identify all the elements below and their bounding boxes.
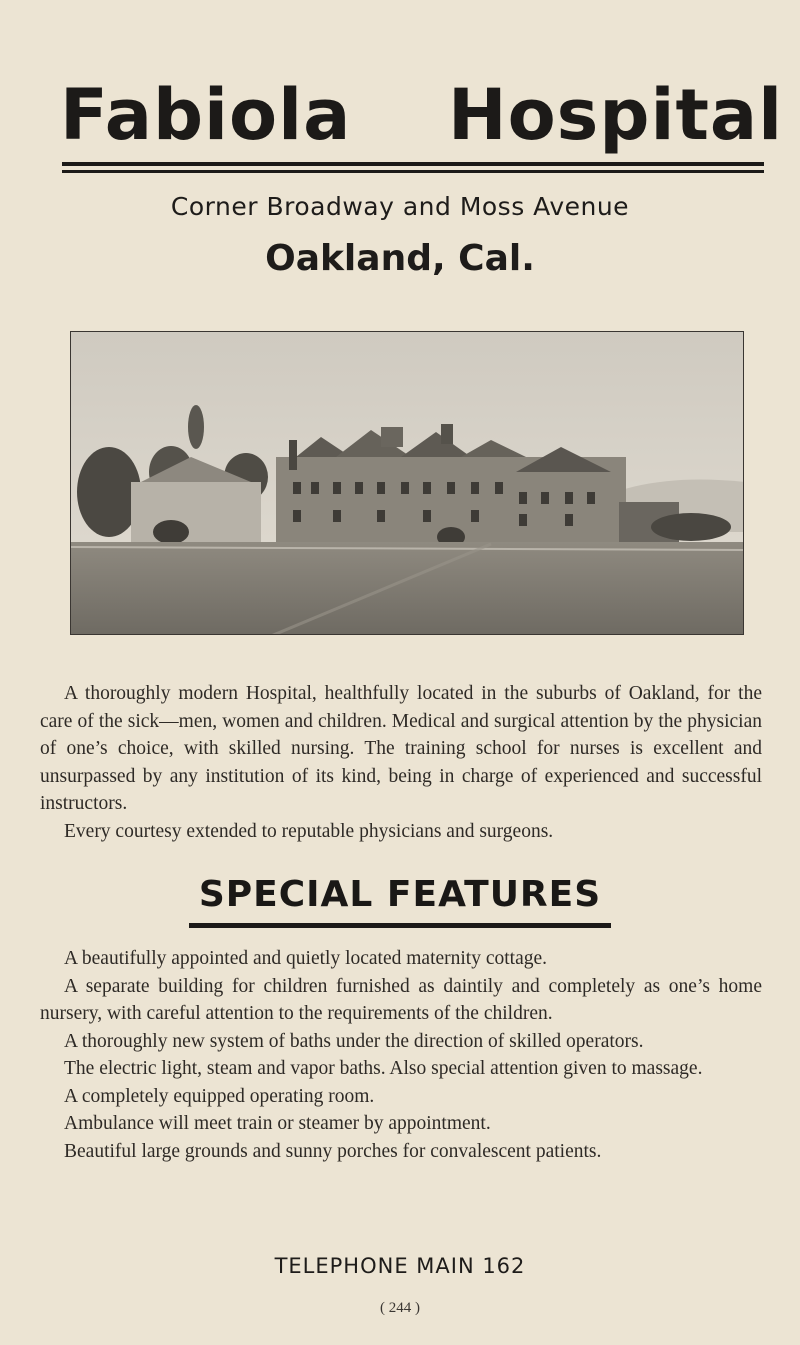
feature-item: A thoroughly new system of baths under the direction of skilled operators. bbox=[64, 1030, 644, 1052]
feature-item: Ambulance will meet train or steamer by appointment. bbox=[64, 1113, 491, 1134]
feature-item: A completely equipped operating room. bbox=[64, 1085, 375, 1107]
intro-section bbox=[40, 680, 762, 845]
address-line: Corner Broadway and Moss Avenue bbox=[170, 192, 630, 221]
feature-item: Beautiful large grounds and sunny porches for convalescent patients. bbox=[64, 1140, 602, 1162]
feature-item: The electric light, steam and vapor baths. Also special attention given to massage. bbox=[64, 1058, 703, 1079]
title-word-fabiola: Fabiola bbox=[60, 74, 352, 156]
hospital-building-illustration bbox=[71, 332, 744, 635]
title-rule-upper bbox=[62, 162, 764, 166]
feature-item: A separate building for children furnished as daintily and completely as one’s home nursery, with careful attention to the requirements of the children. bbox=[40, 975, 762, 1024]
feature-item: A beautifully appointed and quietly located maternity cottage. bbox=[64, 948, 548, 969]
hospital-photograph bbox=[70, 331, 744, 635]
telephone-line: TELEPHONE MAIN 162 bbox=[274, 1254, 526, 1278]
courtesy-paragraph: Every courtesy extended to reputable physicians and surgeons. bbox=[64, 820, 554, 842]
city-line: Oakland, Cal. bbox=[265, 238, 535, 279]
page-number: ( 244 ) bbox=[380, 1300, 420, 1316]
title-rule-lower bbox=[62, 170, 764, 173]
features-heading-rule bbox=[189, 923, 611, 928]
title-word-hospital: Hospital bbox=[448, 74, 784, 156]
hospital-title bbox=[0, 70, 800, 160]
features-list bbox=[40, 945, 762, 1165]
special-features-heading: SPECIAL FEATURES bbox=[198, 874, 602, 915]
intro-paragraph: A thoroughly modern Hospital, healthfully located in the suburbs of Oakland, for the care of the sick—men, women and children. Medical and surgical attention by the physician of one’s choice, with skilled nursing. The training school for nurses is excellent and unsurpassed by any institution of its kind, being in charge of experienced and successful instructors. bbox=[40, 683, 762, 814]
